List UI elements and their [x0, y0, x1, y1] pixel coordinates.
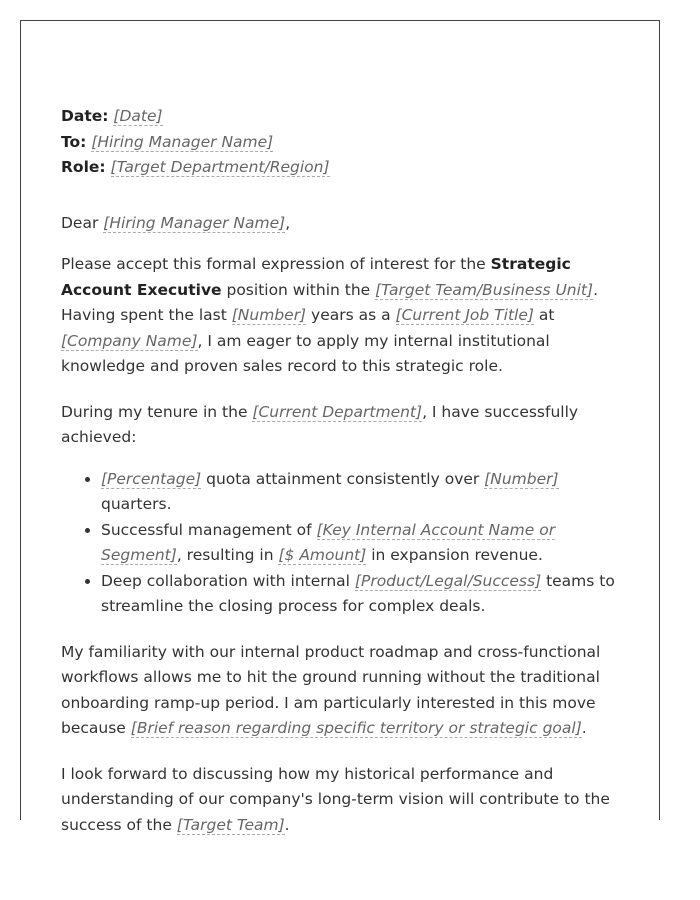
paragraph-closing — [61, 762, 626, 839]
paragraph-familiarity — [61, 640, 626, 742]
role-placeholder: [Target Department/Region] — [110, 158, 330, 176]
familiarity-text-1: My familiarity with our internal product roadmap and cross-functional workflows allows me to hit the ground running without the traditional onboarding ramp-up period. I am particularly interested in this move because — [61, 642, 601, 737]
tenure-text-2: , I have successfully achieved: — [61, 402, 579, 446]
current-department-placeholder: [Current Department] — [252, 402, 423, 421]
salutation-prefix: Dear — [61, 213, 104, 232]
salutation — [61, 211, 626, 237]
intro-text-5: at — [533, 306, 555, 324]
achievement-3-text-1: teams to streamline the closing process for complex deals. — [101, 571, 615, 615]
company-name-placeholder: [Company Name] — [61, 331, 198, 350]
to-label: To: — [61, 132, 87, 151]
closing-text-1: I look forward to discussing how my historical performance and understanding of our company's long-term vision will contribute to the success of the — [61, 764, 610, 834]
salutation-name-placeholder: [Hiring Manager Name] — [103, 213, 286, 232]
percentage-placeholder: [Percentage] — [101, 469, 202, 488]
tenure-text-1: During my tenure in the — [61, 402, 253, 421]
achievement-1-text-2: quarters. — [101, 495, 172, 513]
letter-page — [20, 20, 660, 834]
salutation-suffix: , — [285, 213, 291, 232]
achievement-2-text-0: Successful management of — [101, 520, 317, 539]
letter-header — [61, 104, 626, 181]
position-title: Strategic Account Executive — [61, 255, 571, 299]
intro-text-3: . Having spent the last — [61, 280, 598, 324]
reason-placeholder: [Brief reason regarding specific territory or strategic goal] — [130, 719, 582, 737]
achievement-1-text-1: quota attainment consistently over — [201, 469, 485, 488]
achievement-item — [101, 467, 626, 518]
target-team-placeholder: [Target Team/Business Unit] — [375, 280, 594, 299]
job-title-placeholder: [Current Job Title] — [395, 306, 534, 324]
to-line — [61, 130, 626, 156]
paragraph-tenure — [61, 400, 626, 451]
achievement-2-text-2: in expansion revenue. — [366, 546, 543, 564]
teams-placeholder: [Product/Legal/Success] — [354, 571, 542, 590]
role-line — [61, 155, 626, 181]
key-account-placeholder: [Key Internal Account Name or Segment] — [101, 520, 556, 564]
achievement-item — [101, 569, 626, 620]
achievement-item — [101, 518, 626, 569]
quarters-placeholder: [Number] — [484, 469, 559, 488]
target-team-closing-placeholder: [Target Team] — [176, 815, 285, 834]
letter-body — [61, 104, 626, 858]
intro-text-1: Please accept this formal expression of interest for the — [61, 255, 491, 273]
role-label: Role: — [61, 158, 106, 176]
intro-text-6: , I am eager to apply my internal institutional knowledge and proven sales record to this strategic role. — [61, 331, 550, 375]
years-placeholder: [Number] — [231, 306, 307, 324]
achievement-3-text-0: Deep collaboration with internal — [101, 571, 355, 590]
intro-text-2: position within the — [221, 280, 376, 299]
closing-text-2: . — [284, 815, 290, 834]
date-line — [61, 104, 626, 130]
amount-placeholder: [$ Amount] — [278, 546, 367, 564]
date-label: Date: — [61, 107, 109, 125]
date-placeholder: [Date] — [113, 107, 163, 125]
achievements-list — [61, 467, 626, 620]
achievement-2-text-1: , resulting in — [176, 546, 279, 564]
familiarity-text-2: . — [581, 719, 587, 737]
to-placeholder: [Hiring Manager Name] — [91, 132, 274, 151]
paragraph-intro — [61, 252, 626, 380]
intro-text-4: years as a — [306, 306, 396, 324]
